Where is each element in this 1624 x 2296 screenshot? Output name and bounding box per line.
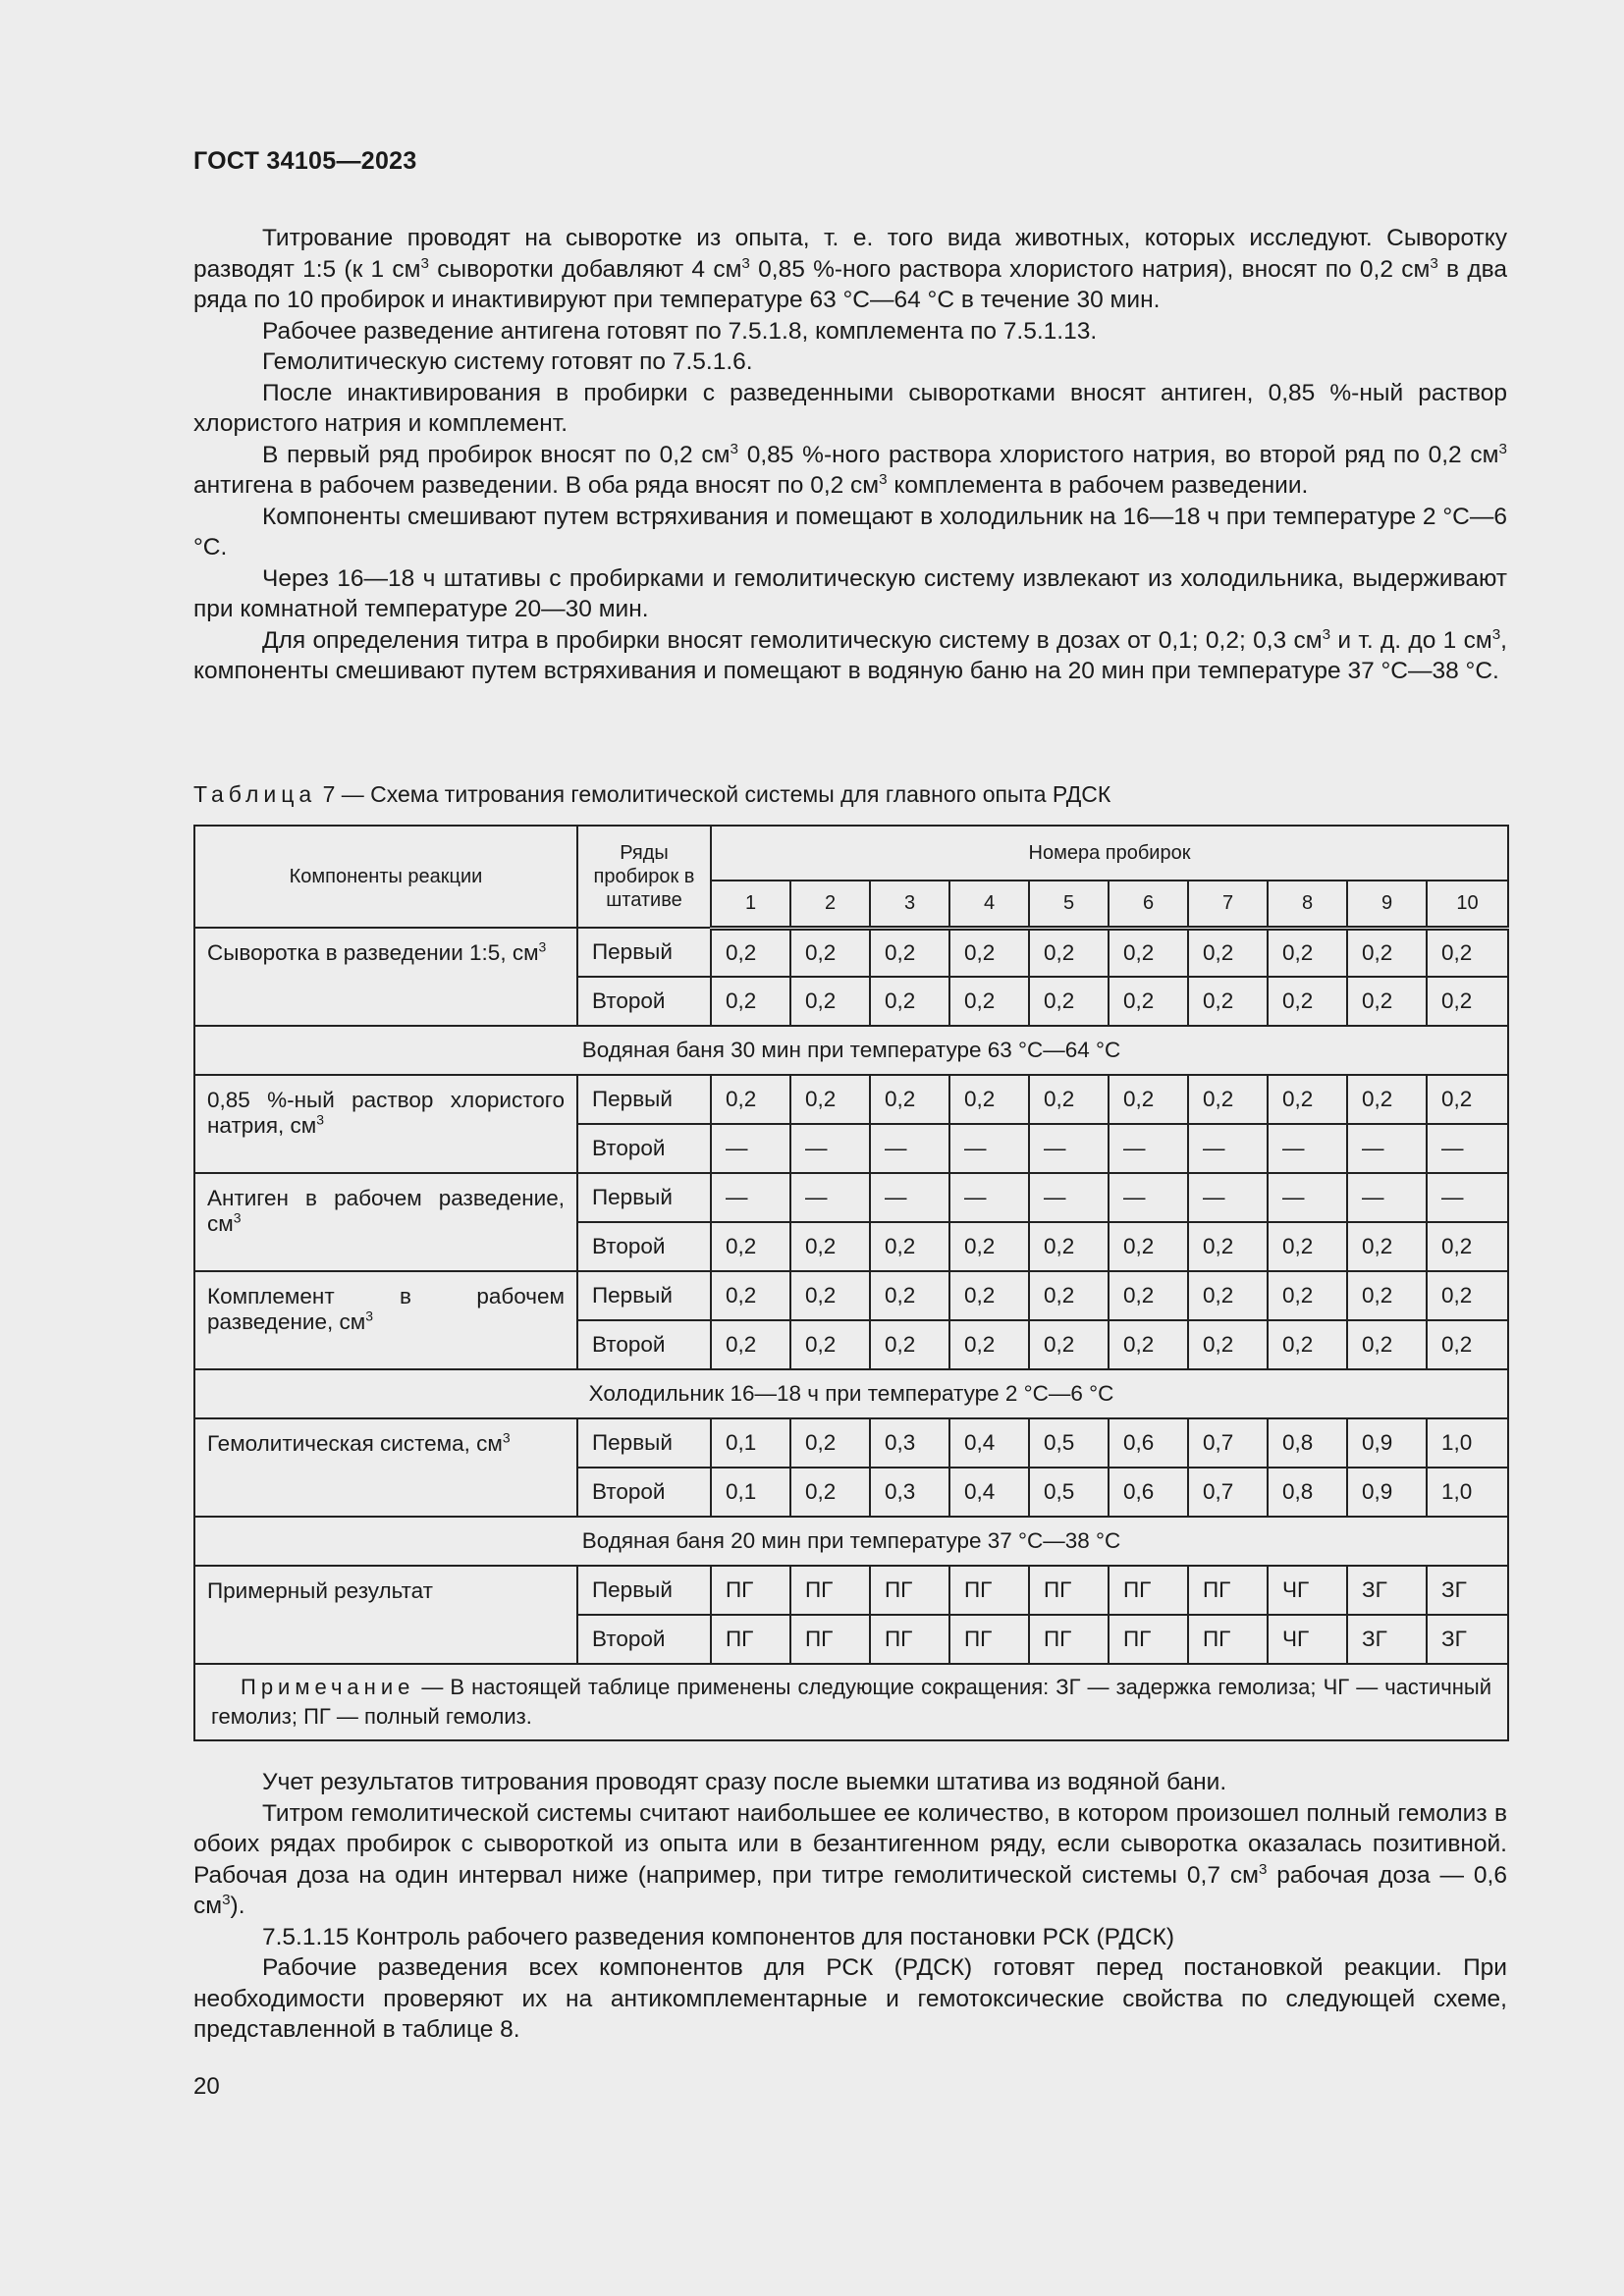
- row-label-first: Первый: [577, 928, 711, 977]
- tube-number-header: 5: [1029, 881, 1109, 928]
- header-rows: Ряды пробирок в штативе: [577, 826, 711, 928]
- table-cell: 0,2: [790, 1468, 870, 1517]
- table-cell: ПГ: [1029, 1615, 1109, 1664]
- tube-number-header: 2: [790, 881, 870, 928]
- table-cell: 0,2: [790, 1418, 870, 1468]
- table-cell: 0,2: [790, 1222, 870, 1271]
- table-cell: ЗГ: [1427, 1615, 1508, 1664]
- table-cell: 0,5: [1029, 1468, 1109, 1517]
- table-cell: 0,7: [1188, 1468, 1268, 1517]
- table-cell: 0,2: [1029, 1320, 1109, 1369]
- tube-number-header: 10: [1427, 881, 1508, 928]
- tube-number-header: 6: [1109, 881, 1188, 928]
- table-cell: ПГ: [1109, 1615, 1188, 1664]
- table-row: [194, 1418, 1508, 1468]
- paragraph: Гемолитическую систему готовят по 7.5.1.6.: [262, 348, 753, 375]
- table-cell: —: [1347, 1173, 1427, 1222]
- row-label-first: Первый: [577, 1173, 711, 1222]
- table-cell: ЧГ: [1268, 1566, 1347, 1615]
- table-cell: 0,2: [790, 1075, 870, 1124]
- row-label-second: Второй: [577, 1615, 711, 1664]
- table-cell: —: [1109, 1173, 1188, 1222]
- titration-table: [193, 825, 1509, 1741]
- table-cell: 0,2: [1188, 1320, 1268, 1369]
- table-cell: 0,2: [1029, 928, 1109, 977]
- document-header: ГОСТ 34105—2023: [193, 147, 417, 175]
- table-cell: 0,6: [1109, 1418, 1188, 1468]
- tube-number-header: 1: [711, 881, 790, 928]
- tube-number-header: 8: [1268, 881, 1347, 928]
- header-tubes: Номера пробирок: [711, 826, 1508, 881]
- table-cell: 0,2: [870, 1075, 949, 1124]
- table-cell: 0,2: [1427, 1320, 1508, 1369]
- table-cell: ПГ: [790, 1566, 870, 1615]
- row-label-first: Первый: [577, 1075, 711, 1124]
- row-label-second: Второй: [577, 1222, 711, 1271]
- table-cell: 0,2: [1188, 928, 1268, 977]
- table-cell: —: [790, 1173, 870, 1222]
- table-cell: 0,2: [1347, 1075, 1427, 1124]
- row-label-second: Второй: [577, 977, 711, 1026]
- table-cell: 0,2: [1188, 1222, 1268, 1271]
- component-label: Антиген в рабочем разведение, $см^3$: [194, 1173, 577, 1271]
- table-cell: 0,2: [1347, 928, 1427, 977]
- tube-number-header: 7: [1188, 881, 1268, 928]
- table-cell: ПГ: [1109, 1566, 1188, 1615]
- span-row: [194, 1369, 1508, 1418]
- paragraph: Рабочие разведения всех компонентов для РСК (РДСК) готовят перед постановкой реакции. При необходимости проверяют их на антикомплементарные и гемотоксические свойства по следующей схеме, представленной в таблице 8.: [193, 1954, 1507, 2043]
- table-row: [194, 928, 1508, 977]
- table-cell: —: [1188, 1173, 1268, 1222]
- table-cell: 0,2: [870, 1320, 949, 1369]
- component-label: 0,85 %-ный раствор хлористого натрия, $см^3$: [194, 1075, 577, 1173]
- table-cell: 0,4: [949, 1418, 1029, 1468]
- table-cell: ПГ: [711, 1566, 790, 1615]
- table-cell: 0,2: [1188, 1075, 1268, 1124]
- table-cell: —: [870, 1124, 949, 1173]
- table-cell: —: [711, 1173, 790, 1222]
- table-cell: 0,6: [1109, 1468, 1188, 1517]
- table-cell: 0,2: [1427, 1075, 1508, 1124]
- page-number: 20: [193, 2073, 220, 2100]
- span-row: [194, 1517, 1508, 1566]
- table-cell: 0,2: [1347, 977, 1427, 1026]
- table-cell: 0,2: [949, 1320, 1029, 1369]
- table-cell: 0,2: [949, 1222, 1029, 1271]
- table-cell: ЧГ: [1268, 1615, 1347, 1664]
- header-components: Компоненты реакции: [194, 826, 577, 928]
- table-cell: 0,2: [1427, 928, 1508, 977]
- table-cell: 0,4: [949, 1468, 1029, 1517]
- table-cell: —: [790, 1124, 870, 1173]
- table-cell: ЗГ: [1347, 1566, 1427, 1615]
- tube-number-header: 3: [870, 881, 949, 928]
- table-cell: ПГ: [790, 1615, 870, 1664]
- table-cell: ПГ: [949, 1566, 1029, 1615]
- table-cell: 0,3: [870, 1468, 949, 1517]
- row-label-first: Первый: [577, 1566, 711, 1615]
- paragraph: Компоненты смешивают путем встряхивания и помещают в холодильник на 16—18 ч при температуре 2 °С—6 °С.: [193, 503, 1507, 561]
- table-cell: 0,2: [790, 928, 870, 977]
- row-label-second: Второй: [577, 1320, 711, 1369]
- tube-number-header: 9: [1347, 881, 1427, 928]
- table-cell: 0,2: [1029, 1271, 1109, 1320]
- table-row: [194, 1271, 1508, 1320]
- table-cell: 0,2: [1029, 1222, 1109, 1271]
- table-cell: ПГ: [870, 1615, 949, 1664]
- table-cell: —: [711, 1124, 790, 1173]
- table-cell: 0,2: [711, 977, 790, 1026]
- table-cell: 0,2: [711, 928, 790, 977]
- table-cell: 0,2: [1109, 1075, 1188, 1124]
- table-cell: —: [1427, 1124, 1508, 1173]
- paragraph: Учет результатов титрования проводят сразу после выемки штатива из водяной бани.: [262, 1769, 1227, 1795]
- table-cell: —: [1347, 1124, 1427, 1173]
- table-cell: 0,2: [1347, 1320, 1427, 1369]
- table-cell: 0,2: [1268, 928, 1347, 977]
- procedure-step: Водяная баня 20 мин при температуре 37 °С—38 °С: [194, 1517, 1508, 1566]
- table-cell: 0,2: [1347, 1222, 1427, 1271]
- procedure-step: Водяная баня 30 мин при температуре 63 °С—64 °С: [194, 1026, 1508, 1075]
- table-cell: 0,2: [870, 1222, 949, 1271]
- component-label: Сыворотка в разведении 1:5, $см^3$: [194, 928, 577, 1026]
- table-cell: 0,2: [1029, 1075, 1109, 1124]
- table-cell: —: [949, 1124, 1029, 1173]
- section-heading: 7.5.1.15 Контроль рабочего разведения компонентов для постановки РСК (РДСК): [262, 1923, 1175, 1950]
- row-label-first: Первый: [577, 1418, 711, 1468]
- component-label: Гемолитическая система, $см^3$: [194, 1418, 577, 1517]
- table-cell: 0,2: [1109, 1271, 1188, 1320]
- table-cell: 0,2: [1188, 977, 1268, 1026]
- procedure-step: Холодильник 16—18 ч при температуре 2 °С—6 °С: [194, 1369, 1508, 1418]
- table-cell: 0,7: [1188, 1418, 1268, 1468]
- table-row: [194, 1566, 1508, 1615]
- table-cell: ЗГ: [1347, 1615, 1427, 1664]
- table-cell: 0,1: [711, 1468, 790, 1517]
- table-cell: 0,2: [1029, 977, 1109, 1026]
- table-cell: 0,2: [1268, 1271, 1347, 1320]
- paragraph: Титром гемолитической системы считают наибольшее ее количество, в котором произошел полный гемолиз в обоих рядах пробирок с сывороткой из опыта или в безантигенном ряду, если сыворотка оказалась позитивной. Рабочая доза на один интервал ниже (например, при титре гемолитической системы 0,7 $см^3$ рабочая доза — 0,6 $см^3$).: [193, 1799, 1507, 1919]
- table-cell: 0,2: [1268, 1320, 1347, 1369]
- table-cell: 0,2: [949, 1271, 1029, 1320]
- table-cell: 0,2: [870, 977, 949, 1026]
- table-cell: 0,2: [790, 1320, 870, 1369]
- paragraph: Через 16—18 ч штативы с пробирками и гемолитическую систему извлекают из холодильника, выдерживают при комнатной температуре 20—30 мин.: [193, 564, 1507, 622]
- table-cell: —: [1268, 1124, 1347, 1173]
- intro-text: [193, 223, 1507, 687]
- table-caption: Таблица 7 — Схема титрования гемолитической системы для главного опыта РДСК: [193, 781, 1111, 807]
- table-cell: 0,3: [870, 1418, 949, 1468]
- table-cell: —: [1029, 1124, 1109, 1173]
- table-cell: 0,2: [711, 1222, 790, 1271]
- table-cell: 0,2: [790, 1271, 870, 1320]
- row-label-second: Второй: [577, 1468, 711, 1517]
- table-cell: 0,8: [1268, 1418, 1347, 1468]
- table-cell: 0,2: [870, 928, 949, 977]
- table-cell: —: [1427, 1173, 1508, 1222]
- table-cell: 0,2: [1268, 977, 1347, 1026]
- table-cell: —: [949, 1173, 1029, 1222]
- span-row: [194, 1026, 1508, 1075]
- table-cell: 0,9: [1347, 1418, 1427, 1468]
- table-cell: 0,2: [1109, 977, 1188, 1026]
- table-cell: ПГ: [1188, 1566, 1268, 1615]
- table-cell: 0,2: [1427, 1271, 1508, 1320]
- table-cell: ПГ: [711, 1615, 790, 1664]
- paragraph: Для определения титра в пробирки вносят гемолитическую систему в дозах от 0,1; 0,2; 0,3 $см^3$ и т. д. до 1 $см^3$, компоненты смешивают путем встряхивания и помещают в водяную баню на 20 мин при температуре 37 °С—38 °С.: [193, 625, 1507, 684]
- table-cell: ПГ: [870, 1566, 949, 1615]
- table-cell: ПГ: [1029, 1566, 1109, 1615]
- table-cell: 0,2: [1188, 1271, 1268, 1320]
- table-cell: —: [870, 1173, 949, 1222]
- table-cell: —: [1188, 1124, 1268, 1173]
- table-cell: 0,2: [870, 1271, 949, 1320]
- paragraph: Рабочее разведение антигена готовят по 7.5.1.8, комплемента по 7.5.1.13.: [262, 317, 1098, 345]
- table-cell: 0,8: [1268, 1468, 1347, 1517]
- table-cell: 0,2: [711, 1320, 790, 1369]
- table-row: [194, 1075, 1508, 1124]
- paragraph: В первый ряд пробирок вносят по 0,2 $см^3$ 0,85 %-ного раствора хлористого натрия, во второй ряд по 0,2 $см^3$ антигена в рабочем разведении. В оба ряда вносят по 0,2 $см^3$ комплемента в рабочем разведении.: [193, 440, 1507, 499]
- paragraph: Титрование проводят на сыворотке из опыта, т. е. того вида животных, которых исследуют. Сыворотку разводят 1:5 (к 1 $см^3$ сыворотки добавляют 4 $см^3$ 0,85 %-ного раствора хлористого натрия), вносят по 0,2 $см^3$ в два ряда по 10 пробирок и инактивируют при температуре 63 °С—64 °С в течение 30 мин.: [193, 225, 1507, 313]
- table-cell: 0,2: [1347, 1271, 1427, 1320]
- table-row: [194, 1173, 1508, 1222]
- table-cell: 0,2: [1427, 1222, 1508, 1271]
- component-label: Примерный результат: [194, 1566, 577, 1664]
- table-cell: —: [1029, 1173, 1109, 1222]
- table-cell: 0,2: [949, 928, 1029, 977]
- table-cell: 0,2: [949, 977, 1029, 1026]
- table-cell: 0,2: [1109, 928, 1188, 977]
- tube-number-header: 4: [949, 881, 1029, 928]
- table-cell: —: [1109, 1124, 1188, 1173]
- table-cell: 0,2: [1427, 977, 1508, 1026]
- table-cell: 0,5: [1029, 1418, 1109, 1468]
- table-cell: 0,2: [1109, 1320, 1188, 1369]
- row-label-first: Первый: [577, 1271, 711, 1320]
- note-row: [194, 1664, 1508, 1740]
- table-cell: 1,0: [1427, 1468, 1508, 1517]
- row-label-second: Второй: [577, 1124, 711, 1173]
- table-cell: ПГ: [1188, 1615, 1268, 1664]
- table-cell: 0,2: [1109, 1222, 1188, 1271]
- table-cell: ЗГ: [1427, 1566, 1508, 1615]
- table-cell: 0,9: [1347, 1468, 1427, 1517]
- table-note: Примечание — В настоящей таблице применены следующие сокращения: ЗГ — задержка гемолиза; ЧГ — частичный гемолиз; ПГ — полный гемолиз.: [194, 1664, 1508, 1740]
- paragraph: После инактивирования в пробирки с разведенными сыворотками вносят антиген, 0,85 %-ный раствор хлористого натрия и комплемент.: [193, 379, 1507, 437]
- after-text: [193, 1767, 1507, 2046]
- table-cell: 1,0: [1427, 1418, 1508, 1468]
- table-cell: 0,2: [711, 1271, 790, 1320]
- table-cell: 0,2: [949, 1075, 1029, 1124]
- table-cell: —: [1268, 1173, 1347, 1222]
- table-cell: 0,2: [790, 977, 870, 1026]
- table-cell: 0,2: [1268, 1222, 1347, 1271]
- table-cell: 0,2: [711, 1075, 790, 1124]
- table-cell: 0,1: [711, 1418, 790, 1468]
- component-label: Комплемент в рабочем разведение, $см^3$: [194, 1271, 577, 1369]
- table-cell: 0,2: [1268, 1075, 1347, 1124]
- table-cell: ПГ: [949, 1615, 1029, 1664]
